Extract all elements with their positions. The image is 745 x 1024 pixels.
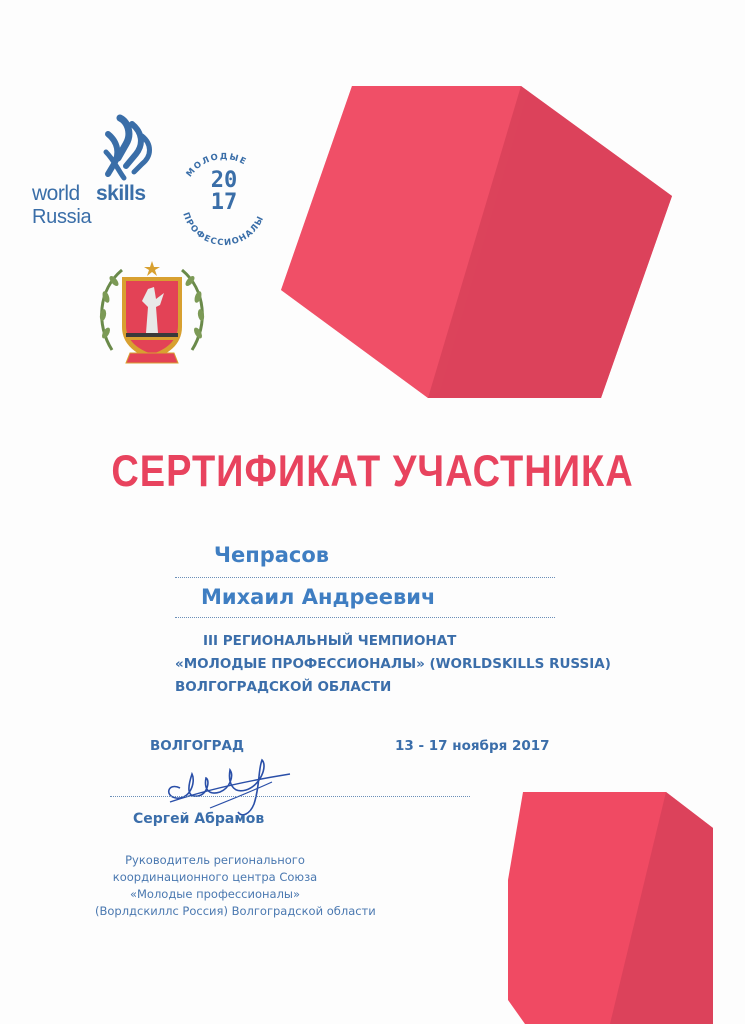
event-line-1: III РЕГИОНАЛЬНЫЙ ЧЕМПИОНАТ	[203, 633, 457, 649]
signer-role-line: Руководитель регионального	[125, 853, 305, 867]
worldskills-word-world: world	[32, 182, 80, 205]
worldskills-word-skills: skills	[96, 182, 146, 205]
signer-role-line: «Молодые профессионалы»	[129, 887, 301, 901]
event-city: ВОЛГОГРАД	[150, 738, 245, 754]
small-cube-shape	[508, 792, 713, 1024]
signer-role-line: (Ворлдскиллс Россия) Волгоградской области	[95, 904, 376, 918]
certificate-title: СЕРТИФИКАТ УЧАСТНИКА	[111, 447, 634, 497]
svg-text:ПРОФЕССИОНАЛЫ: ПРОФЕССИОНАЛЫ	[180, 211, 267, 247]
large-cube-shape	[281, 86, 672, 398]
logo-year-top: 20	[210, 168, 238, 193]
signer-role	[95, 852, 376, 920]
surname-dotted-line	[175, 577, 555, 578]
volgograd-oblast-coat-of-arms	[92, 255, 212, 375]
event-dates: 13 - 17 ноября 2017	[395, 738, 550, 754]
signer-role-line: координационного центра Союза	[112, 870, 318, 884]
signature-dotted-line	[110, 796, 470, 797]
worldskills-russia-logo	[28, 112, 163, 234]
recipient-given-names: Михаил Андреевич	[201, 585, 436, 609]
worldskills-hands-icon	[28, 112, 163, 184]
recipient-surname: Чепрасов	[214, 543, 330, 567]
event-line-3: ВОЛГОГРАДСКОЙ ОБЛАСТИ	[175, 679, 392, 695]
svg-text:МОЛОДЫЕ: МОЛОДЫЕ	[184, 151, 249, 180]
given-names-dotted-line	[175, 617, 555, 618]
event-line-2: «МОЛОДЫЕ ПРОФЕССИОНАЛЫ» (WORLDSKILLS RUSSIA)	[175, 656, 611, 672]
worldskills-word-russia: Russia	[32, 206, 92, 228]
molodye-professionaly-2017-logo	[172, 147, 282, 247]
logo-year-bottom: 17	[210, 190, 238, 215]
signer-name: Сергей Абрамов	[133, 811, 265, 827]
